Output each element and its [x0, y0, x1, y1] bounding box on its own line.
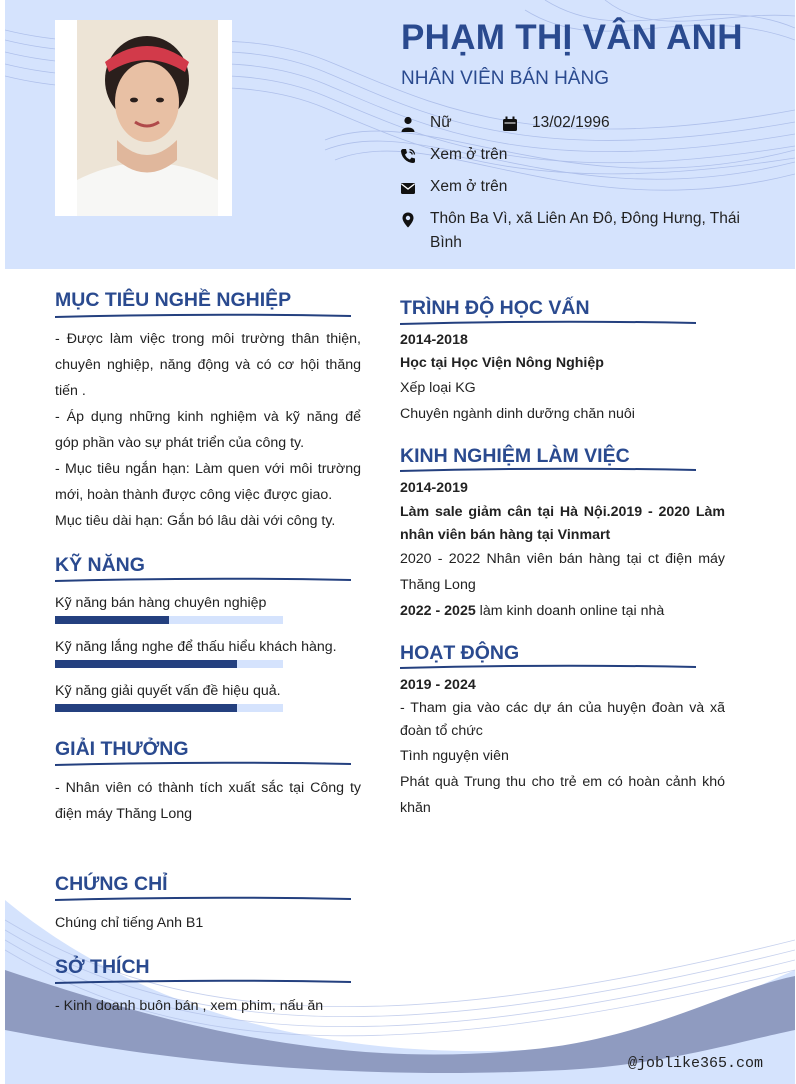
experience-line-3-text: làm kinh doanh online tại nhà — [475, 603, 665, 619]
phone-icon — [400, 148, 416, 164]
dob-row — [502, 114, 610, 135]
hobbies-underline — [55, 979, 351, 985]
objective-line: - Áp dụng những kinh nghiệm và kỹ năng để góp phần vào sự phát triển của công ty. — [55, 409, 361, 451]
education-school: Học tại Học Viện Nông Nghiệp — [400, 355, 604, 371]
email-value: Xem ở trên — [430, 178, 508, 195]
awards-underline — [55, 761, 351, 767]
objective-line: - Mục tiêu ngắn hạn: Làm quen với môi trường mới, hoàn thành được công việc được giao. — [55, 461, 361, 503]
resume-page — [5, 0, 795, 1084]
education-major: Chuyên ngành dinh dưỡng chăn nuôi — [400, 406, 635, 422]
experience-line-2: 2020 - 2022 Nhân viên bán hàng tại ct điện máy Thăng Long — [400, 551, 725, 593]
candidate-position: NHÂN VIÊN BÁN HÀNG — [401, 68, 609, 89]
awards-text: - Nhân viên có thành tích xuất sắc tại Công ty điện máy Thăng Long — [55, 780, 361, 822]
activities-period: 2019 - 2024 — [400, 677, 476, 693]
footer-watermark: @joblike365.com — [627, 1055, 763, 1072]
certificates-underline — [55, 896, 351, 902]
experience-period: 2014-2019 — [400, 480, 468, 496]
experience-line-1: Làm sale giảm cân tại Hà Nội.2019 - 2020 Làm nhân viên bán hàng tại Vinmart — [400, 504, 725, 543]
education-grade: Xếp loại KG — [400, 380, 476, 396]
awards-title: GIẢI THƯỞNG — [55, 738, 189, 760]
certificates-title: CHỨNG CHỈ — [55, 873, 168, 895]
skill-bar-fill — [55, 704, 237, 712]
activities-title: HOẠT ĐỘNG — [400, 642, 520, 664]
objective-line: - Được làm việc trong môi trường thân thiện, chuyên nghiệp, năng động và có cơ hội thăng tiến . — [55, 331, 361, 399]
calendar-icon — [502, 116, 518, 132]
skill-label: Kỹ năng lắng nghe để thấu hiểu khách hàng. — [55, 639, 337, 655]
objective-title: MỤC TIÊU NGHỀ NGHIỆP — [55, 289, 292, 311]
activities-line-3: Phát quà Trung thu cho trẻ em có hoàn cảnh khó khăn — [400, 774, 725, 816]
skill-item — [55, 683, 285, 712]
hobbies-text: - Kinh doanh buôn bán , xem phim, nấu ăn — [55, 998, 324, 1014]
profile-photo — [77, 20, 218, 216]
hobbies-title: SỞ THÍCH — [55, 956, 150, 978]
skill-label: Kỹ năng giải quyết vấn đề hiệu quả. — [55, 683, 281, 699]
skill-bar-fill — [55, 660, 237, 668]
candidate-name: PHẠM THỊ VÂN ANH — [401, 18, 743, 57]
activities-underline — [400, 664, 696, 670]
gender-row — [400, 114, 452, 135]
education-period: 2014-2018 — [400, 332, 468, 348]
address-row — [400, 210, 750, 255]
objective-underline — [55, 313, 351, 319]
objective-text — [55, 326, 361, 534]
skill-item — [55, 639, 337, 668]
experience-title: KINH NGHIỆM LÀM VIỆC — [400, 445, 630, 467]
profile-photo-frame — [55, 20, 232, 216]
envelope-icon — [400, 180, 416, 196]
activities-line-1: - Tham gia vào các dự án của huyện đoàn và xã đoàn tổ chức — [400, 700, 725, 739]
skill-label: Kỹ năng bán hàng chuyên nghiệp — [55, 595, 267, 611]
experience-line-3-period: 2022 - 2025 — [400, 603, 476, 619]
objective-line: Mục tiêu dài hạn: Gắn bó lâu dài với công ty. — [55, 513, 336, 529]
address-value: Thôn Ba Vì, xã Liên An Đô, Đông Hưng, Thái Bình — [430, 210, 740, 251]
skills-title: KỸ NĂNG — [55, 554, 145, 576]
skill-bar-fill — [55, 616, 169, 624]
education-title: TRÌNH ĐỘ HỌC VẤN — [400, 297, 590, 319]
experience-underline — [400, 467, 696, 473]
dob-value: 13/02/1996 — [532, 114, 610, 131]
skill-bar — [55, 660, 283, 668]
experience-line-3 — [400, 598, 730, 624]
user-icon — [400, 116, 416, 132]
phone-value: Xem ở trên — [430, 146, 508, 163]
education-underline — [400, 320, 696, 326]
certificates-text: Chúng chỉ tiếng Anh B1 — [55, 915, 204, 931]
gender-value: Nữ — [430, 114, 452, 131]
activities-line-2: Tình nguyện viên — [400, 748, 509, 764]
map-pin-icon — [400, 212, 416, 228]
skill-bar — [55, 616, 283, 624]
phone-row — [400, 146, 507, 167]
skill-bar — [55, 704, 283, 712]
skills-underline — [55, 577, 351, 583]
email-row — [400, 178, 507, 199]
skill-item — [55, 595, 285, 624]
header-band — [5, 0, 795, 269]
